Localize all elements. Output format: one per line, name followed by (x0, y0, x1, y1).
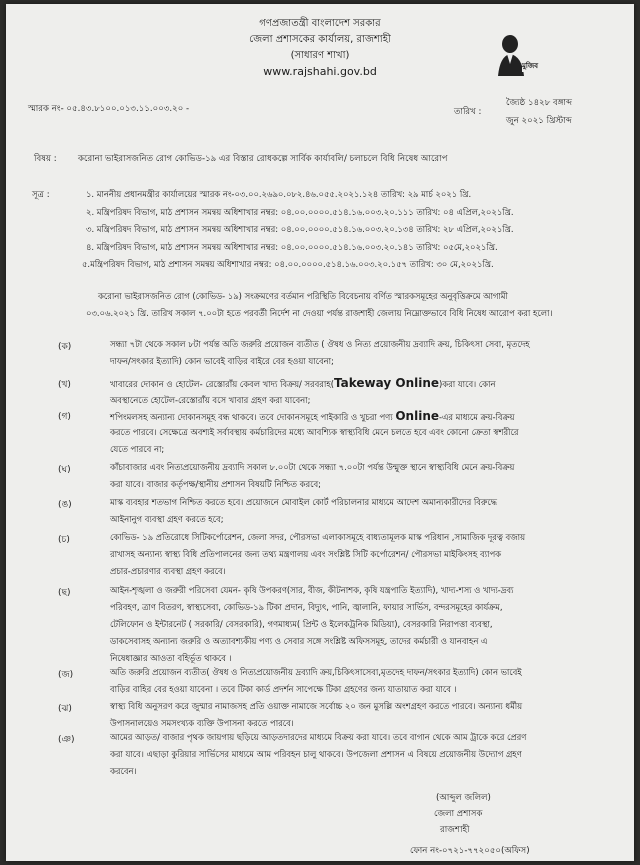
subject-label: বিষয় : (34, 154, 57, 164)
directive-gha-mark: (ঘ) (58, 465, 71, 475)
signatory-title: জেলা প্রশাসক (434, 809, 483, 819)
directive-chha-mark: (ছ) (58, 588, 71, 598)
directive-kha-emphasis: Takeway Online (334, 376, 440, 390)
references-label: সূত্র : (32, 190, 50, 200)
directive-kha-text: খাবারের দোকান ও হোটেল- রেস্তোরাঁয় কেবল খাদ্য বিক্রয়/ সরবরাহ( (110, 379, 335, 389)
directive-nya-line-3: করবেন। (110, 766, 137, 776)
branch-name: (সাধারণ শাখা) (290, 50, 350, 61)
directive-chha-line-5: নিষেধাজ্ঞার আওতা বহির্ভূত থাকবে । (110, 653, 232, 663)
signatory-district: রাজশাহী (440, 825, 470, 835)
govt-name: গণপ্রজাতন্ত্রী বাংলাদেশ সরকার (259, 18, 381, 29)
directive-cha-line-3: প্রচার-প্রচারণার ব্যবস্থা গ্রহণ করবে। (110, 566, 226, 576)
directive-ga-mark: (গ) (58, 412, 71, 422)
directive-uma-mark: (ঙ) (58, 500, 72, 510)
directive-ga-emphasis: Online (395, 409, 439, 423)
directive-ka-line-2: দাফন/সৎকার ইত্যাদি) কোন ভাবেই বাড়ির বাইরে বের হওয়া যাবেনা; (110, 356, 334, 366)
date-label: তারিখ : (454, 107, 482, 117)
directive-jha-line-1: স্বাস্থ্য বিধি অনুসরণ করে জুম্মার নামাজসহ প্রতি ওয়াক্ত নামাজে সর্বোচ্চ ২০ জন মুসল্লি অংশগ্রহণ করতে পারবে। অন্যান্য ধর্মীয় (110, 701, 523, 711)
mujib-logo (492, 30, 544, 78)
directive-gha-line-1: কাঁচাবাজার এবং নিত্যপ্রয়োজনীয় দ্রব্যাদি সকাল ৮.০০টা থেকে সন্ধ্যা ৭.০০টা পর্যন্ত উন্মুক্ত স্থানে স্বাস্থ্যবিধি মেনে ক্রয়-বিক্রয় (110, 462, 515, 472)
directive-chha-line-3: টেলিফোন ও ইন্টারনেট ( সরকারি/ বেসরকারি), গণমাধ্যম( প্রিন্ট ও ইলেকট্রনিক মিডিয়া), বেসরকারি নিরাপত্তা ব্যবস্থা, (110, 619, 493, 629)
directive-ka-line-1: সন্ধ্যা ৭টা থেকে সকাল ৮টা পর্যন্ত অতি জরুরি প্রয়োজন ব্যতীত ( ঔষধ ও নিত্য প্রয়োজনীয় দ্রব্যাদি ক্রয়, চিকিৎসা সেবা, মৃতদেহ (110, 339, 530, 349)
directive-cha-mark: (চ) (58, 535, 70, 545)
directive-chha-line-4: ডাকসেবাসহ অন্যান্য জরুরি ও অত্যাবশ্যকীয় পণ্য ও সেবার সঙ্গে সংশ্লিষ্ট অফিসসমূহ, তাদের কর্মচারী ও যানবাহন এ (110, 636, 488, 646)
website-link[interactable]: www.rajshahi.gov.bd (263, 65, 377, 78)
directive-ja-line-1: অতি জরুরি প্রয়োজন ব্যতীত( ঔষধ ও নিত্যপ্রয়োজনীয় দ্রব্যাদি ক্রয়,চিকিৎসাসেবা,মৃতদেহ দাফন/সৎকার ইত্যাদি) কোন ভাবেই (110, 667, 522, 677)
reference-5: ৫.মন্ত্রিপরিষদ বিভাগ, মাঠ প্রশাসন সমন্বয় অধিশাখার নম্বর: ০৪.০০.০০০০.৫১৪.১৬.০০৩.২০.১৫৭ তারিখ: ৩০ মে,২০২১খ্রি. (82, 259, 494, 269)
directive-cha-line-1: কোভিড- ১৯ প্রতিরোধে সিটিকর্পোরেশন, জেলা সদর, পৌরসভা এলাকাসমূহে বাধ্যতামূলক মাস্ক পরিধান ,সামাজিক দূরত্ব বজায় (110, 532, 526, 542)
logo-caption: মুজিব (522, 62, 539, 70)
directive-chha-line-1: আইন-শৃঙ্খলা ও জরুরী পরিসেবা যেমন- কৃষি উপকরণ(সার, বীজ, কীটনাশক, কৃষি যন্ত্রপাতি ইত্যাদি), খাদ্য-শস্য ও খাদ্য-দ্রব্য (110, 585, 514, 595)
directive-ka-mark: (ক) (58, 342, 72, 352)
directive-kha-line-2: অবস্থানেতে হোটেল-রেস্তোরাঁয় বসে খাবার গ্রহণ করা যাবেনা; (110, 395, 311, 405)
office-name: জেলা প্রশাসকের কার্যালয়, রাজশাহী (249, 34, 391, 45)
directive-chha-line-2: পরিবহণ, ত্রাণ বিতরণ, স্বাস্থ্যসেবা, কোভিড-১৯ টিকা প্রদান, বিদ্যুৎ, পানি, জ্বালানি, ফায়ার সার্ভিস, বন্দরসমূহের কার্যক্রম, (110, 602, 503, 612)
directive-jha-line-2: উপাসনালয়েও সমসংখ্যক ব্যক্তি উপাসনা করতে পারবে। (110, 718, 294, 728)
directive-uma-line-1: মাস্ক ব্যবহার শতভাগ নিশ্চিত করতে হবে। প্রয়োজনে মোবাইল কোর্ট পরিচালনার মাধ্যমে আদেশ অমান্যকারীদের বিরুদ্ধে (110, 497, 497, 507)
reference-1: ১. মাননীয় প্রধানমন্ত্রীর কার্যালয়ের স্মারক নং-০৩.০০.২৬৯০.০৮২.৪৬.০৫৫.২০২১.১২৪ তারিখ: ২৯ মার্চ ২০২১ খ্রি. (86, 189, 472, 199)
directive-nya-mark: (ঞ) (58, 735, 75, 745)
directive-nya-line-1: আমের আড়ত/ বাজার পৃথক জায়গায় ছড়িয়ে আড়তদারদের মাধ্যমে বিক্রয় করা যাবে। তবে বাগান থেকে আম ট্রাকে করে প্রেরণ (110, 732, 527, 742)
directive-gha-line-2: করা যাবে। বাজার কর্তৃপক্ষ/স্থানীয় প্রশাসন বিষয়টি নিশ্চিত করবে; (110, 479, 321, 489)
reference-4: ৪. মন্ত্রিপরিষদ বিভাগ, মাঠ প্রশাসন সমন্বয় অধিশাখার নম্বর: ০৪.০০.০০০০.৫১৪.১৬.০০৩.২০.১৪১ তারিখ: ০৫মে,২০২১খ্রি. (86, 242, 498, 252)
directive-jha-mark: (ঝ) (58, 704, 72, 714)
intro-line-2: ০৩.০৬.২০২১ খ্রি. তারিখ সকাল ৭.০০টা হতে পরবর্তী নির্দেশ না দেওয়া পর্যন্ত রাজশাহী জেলায় নিম্নোক্তভাবে বিধি নিষেধ আরোপ করা হলো। (86, 308, 553, 318)
directive-ga-line-3: যেতে পারবে না; (110, 444, 165, 454)
signatory-name: (আব্দুল জলিল) (436, 793, 491, 803)
directive-ga-text: শপিংমলসহ অন্যান্য দোকানসমূহ বন্ধ থাকবে। তবে দোকানসমূহে পাইকারি ও খুচরা পণ্য (110, 412, 396, 422)
directive-uma-line-2: আইনানুগ ব্যবস্থা গ্রহণ করতে হবে; (110, 514, 224, 524)
office-phone: ফোন নং-০৭২১-৭৭২০৫০(অফিস) (410, 846, 530, 856)
directive-nya-line-2: করা যাবে। এছাড়া কুরিয়ার সার্ভিসের মাধ্যমে আম পরিবহন চালু থাকবে। উপজেলা প্রশাসন এ বিষয়ে প্রয়োজনীয় উদ্যোগ গ্রহণ (110, 749, 522, 759)
directive-kha-line-1 (110, 376, 495, 392)
directive-kha-tail: )করা যাবে। কোন (439, 379, 496, 389)
date-english: জুন ২০২১ খ্রিস্টাব্দ (506, 116, 572, 126)
intro-line-1: করোনা ভাইরাসজনিত রোগ (কোভিড- ১৯) সংক্রমণের বর্তমান পরিস্থিতি বিবেচনায় বর্ণিত স্মারকসমূহের অনুবৃত্তিক্রমে আগামী (98, 291, 508, 301)
directive-ga-line-2: করতে পারবে। সেক্ষেত্রে অবশ্যই সর্বাবস্থায় কর্মচারিদের মধ্যে আবশ্যিক স্বাস্থ্যবিধি মেনে চলতে হবে এবং কোনো ক্রেতা স্বশরীরে (110, 427, 519, 437)
directive-kha-mark: (খ) (58, 380, 71, 390)
reference-2: ২. মন্ত্রিপরিষদ বিভাগ, মাঠ প্রশাসন সমন্বয় অধিশাখার নম্বর: ০৪.০০.০০০০.৫১৪.১৬.০০৩.২০.১১১ তারিখ: ০৪ এপ্রিল,২০২১খ্রি. (86, 207, 514, 217)
directive-ga-line-1 (110, 409, 515, 425)
date-bangla: জ্যৈষ্ঠ ১৪২৮ বঙ্গাব্দ (506, 98, 573, 108)
memo-number-label: স্মারক নং- (28, 104, 64, 114)
memo-label (28, 102, 189, 116)
reference-3: ৩. মন্ত্রিপরিষদ বিভাগ, মাঠ প্রশাসন সমন্বয় অধিশাখার নম্বর: ০৪.০০.০০০০.৫১৪.১৬.০০৩.২০.১৩৪ তারিখ: ২৮ এপ্রিল,২০২১খ্রি. (86, 224, 514, 234)
memo-number: ০৫.৪৩.৮১০০.০১৩.১১.০০৩.২০ - (66, 104, 190, 114)
directive-ga-tail: -এর মাধ্যমে ক্রয়-বিক্রয় (439, 412, 515, 422)
subject-text: করোনা ভাইরাসজনিত রোগ কোভিড-১৯ এর বিস্তার রোধকল্পে সার্বিক কার্যাবলি/ চলাচলে বিধি নিষেধ আরোপ (78, 154, 448, 164)
directive-cha-line-2: রাখাসহ অন্যান্য স্বাস্থ্য বিধি প্রতিপালনের জন্য তথ্য মন্ত্রণালয় এবং সংশ্লিষ্ট সিটি কর্পোরেশন/ পৌরসভা মাইকিংসহ ব্যাপক (110, 549, 502, 559)
document-page (6, 4, 634, 861)
directive-ja-line-2: বাড়ির বাহির বের হওয়া যাবেনা । তবে টিকা কার্ড প্রদর্শন সাপেক্ষে টিকা গ্রহণের জন্য যাতায়াত করা যাবে । (110, 684, 457, 694)
directive-ja-mark: (জ) (58, 670, 74, 680)
